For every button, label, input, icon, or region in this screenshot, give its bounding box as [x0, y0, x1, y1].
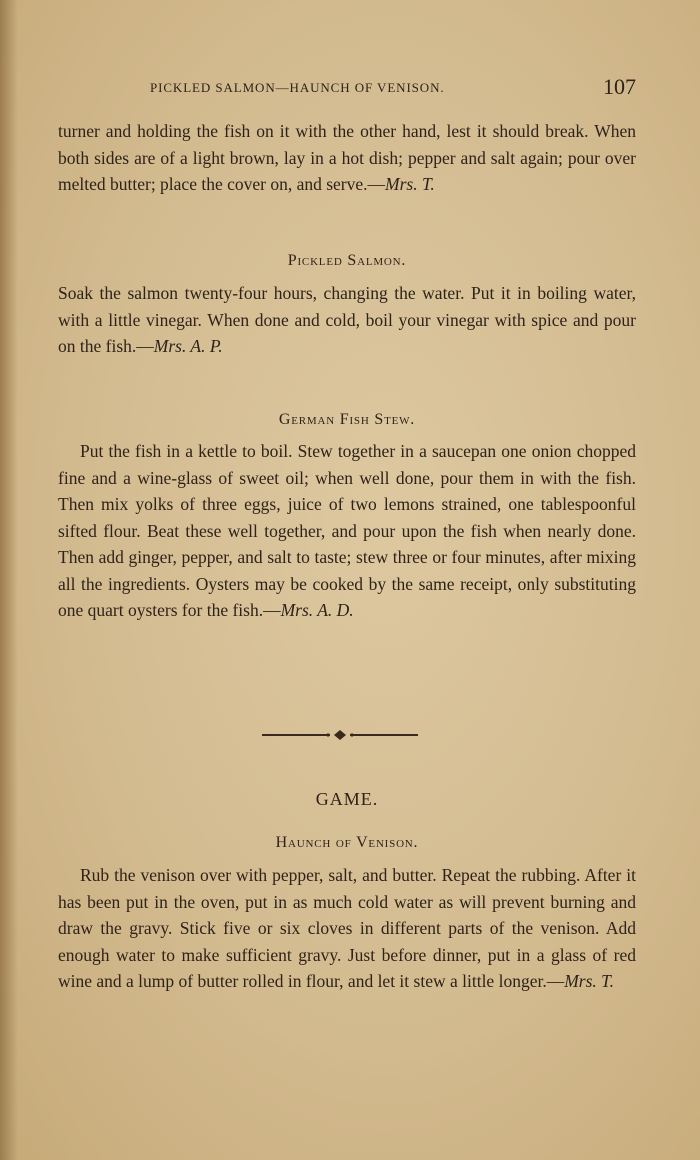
haunch-of-venison-signature: Mrs. T.	[564, 971, 614, 991]
german-fish-stew-signature: Mrs. A. D.	[280, 600, 354, 620]
german-fish-stew-heading: German Fish Stew.	[278, 411, 416, 428]
haunch-of-venison-heading: Haunch of Venison.	[275, 834, 419, 851]
haunch-of-venison-recipe	[58, 862, 636, 995]
page-header	[150, 76, 640, 100]
german-fish-stew-text: Put the fish in a kettle to boil. Stew together in a saucepan one onion chopped fine and a wine-glass of sweet oil; when well done, pour them in with the fish. Then mix yolks of three eggs, juice of two lemons strained, one tablespoonful sifted flour. Beat these well together, and pour upon the fish when nearly done. Then add ginger, pepper, and salt to taste; stew three or four minutes, after mixing all the ingredients. Oysters may be cooked by the same receipt, only substituting one quart oysters for the fish.—	[58, 441, 636, 620]
intro-text: turner and holding the fish on it with the other hand, lest it should break. When both sides are of a light brown, lay in a hot dish; pepper and salt again; pour over melted butter; place the cover on, and serve.—	[58, 121, 636, 194]
pickled-salmon-recipe	[58, 280, 636, 360]
section-divider-ornament	[262, 728, 418, 742]
intro-signature: Mrs. T.	[385, 174, 435, 194]
haunch-of-venison-text: Rub the venison over with pepper, salt, and butter. Repeat the rubbing. After it has been put in the oven, put in as much cold water as will prevent burning and draw the gravy. Stick five or six cloves in different parts of the venison. Add enough water to make sufficient gravy. Just before dinner, put in a glass of red wine and a lump of butter rolled in flour, and let it stew a little longer.—	[58, 865, 636, 991]
pickled-salmon-heading: Pickled Salmon.	[287, 252, 407, 269]
running-head: PICKLED SALMON—HAUNCH OF VENISON.	[150, 80, 445, 95]
german-fish-stew-recipe	[58, 438, 636, 624]
intro-paragraph	[58, 118, 636, 198]
page-number: 107	[603, 74, 636, 99]
pickled-salmon-signature: Mrs. A. P.	[153, 336, 223, 356]
binding-gutter	[0, 0, 18, 1160]
game-section-title: GAME.	[315, 789, 379, 809]
pickled-salmon-text: Soak the salmon twenty-four hours, changing the water. Put it in boiling water, with a little vinegar. When done and cold, boil your vinegar with spice and pour on the fish.—	[58, 283, 636, 356]
